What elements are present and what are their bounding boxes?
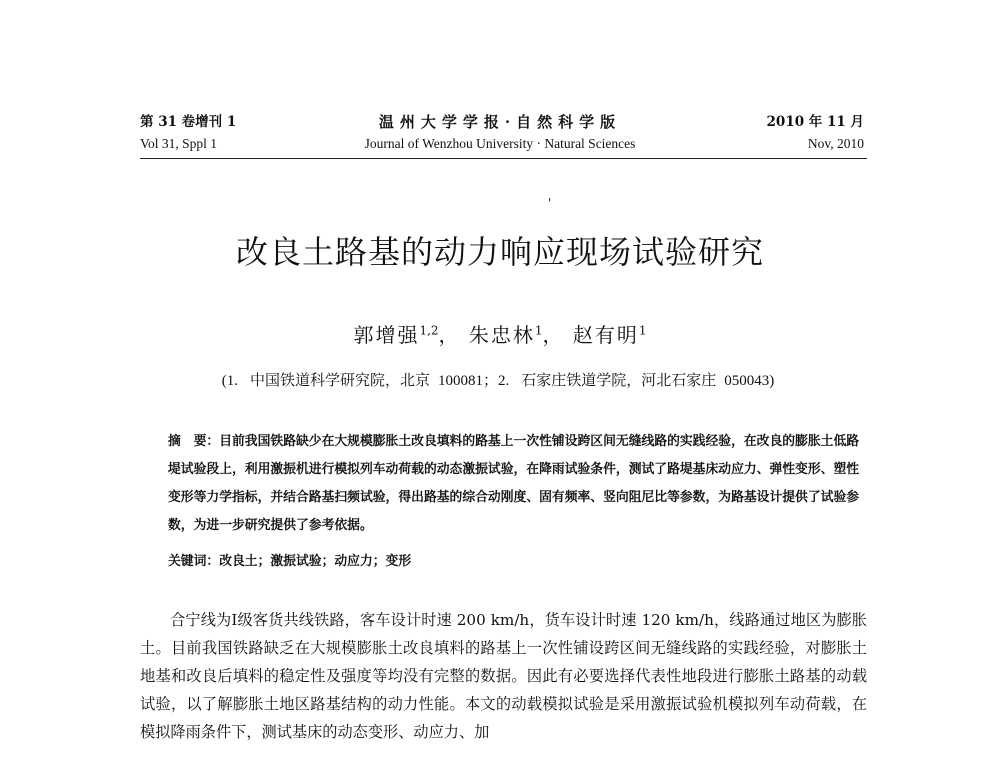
affiliations [0, 369, 1000, 390]
journal-name-cn: 温州大学学报·自然科学版 [378, 113, 622, 131]
paper-title: 改良土路基的动力响应现场试验研究 [235, 233, 764, 271]
affil-org-1: 中国铁道科学研究院，北京 [249, 371, 430, 389]
author-list: 郭增强$^{1,2}$， 朱忠林$^1$， 赵有明$^1$ [353, 323, 647, 347]
abstract-label: 摘 要： [168, 434, 220, 449]
header-rule [140, 158, 867, 159]
author-affil-mark: 1 [534, 323, 543, 338]
journal-date [767, 112, 864, 154]
affil-code-1: 100081；2. [437, 373, 510, 389]
author-affil-mark: 1,2 [419, 323, 439, 338]
body-paragraph [140, 606, 867, 746]
author-name: 郭增强 [353, 323, 420, 347]
author-affil-mark: 1 [638, 323, 647, 338]
volume-en: Vol 31, Sppl 1 [140, 136, 218, 151]
keywords-label: 关键词： [168, 554, 220, 569]
affil-open: (1. [221, 373, 238, 389]
author-name: 朱忠林 [468, 323, 535, 347]
affil-org-2: 石家庄铁道学院，河北石家庄 [521, 371, 717, 389]
keywords-text: 改良土；激振试验；动应力；变形 [219, 554, 412, 569]
body-paragraph-text: 合宁线为Ⅰ级客货共线铁路，客车设计时速 200 km/h，货车设计时速 120 km/h，线路通过地区为膨胀土。目前我国铁路缺乏在大规模膨胀土改良填料的路基上一次性铺设跨区间无缝线路的实践经验，对膨胀土地基和改良后填料的稳定性及强度等均没有完整的数据。因此有必要选择代表性地段进行膨胀土路基的动载试验，以了解膨胀土地区路基结构的动力性能。本文的动载模拟试验是采用激振试验机模拟列车动荷载，在模拟降雨条件下，测试基床的动态变形、动应力、加 [140, 611, 867, 741]
author-name: 赵有明 [572, 323, 639, 347]
date-cn: 2010 年 11 月 [766, 114, 864, 130]
affil-code-2: 050043) [724, 373, 775, 389]
volume-cn: 第 31 卷增刊 1 [140, 114, 237, 130]
keywords [168, 552, 868, 572]
journal-name-en: Journal of Wenzhou University · Natural Sciences [364, 136, 636, 151]
date-en: Nov, 2010 [807, 136, 864, 151]
stray-mark: ' [548, 196, 552, 210]
abstract [168, 428, 868, 540]
abstract-text: 目前我国铁路缺少在大规模膨胀土改良填料的路基上一次性铺设跨区间无缝线路的实践经验，在改良的膨胀土低路堤试验段上，利用激振机进行模拟列车动荷载的动态激振试验，在降雨试验条件，测试了路堤基床动应力、弹性变形、塑性变形等力学指标，并结合路基扫频试验，得出路基的综合动刚度、固有频率、竖向阻尼比等参数，为路基设计提供了试验参数，为进一步研究提供了参考依据。 [168, 434, 860, 533]
